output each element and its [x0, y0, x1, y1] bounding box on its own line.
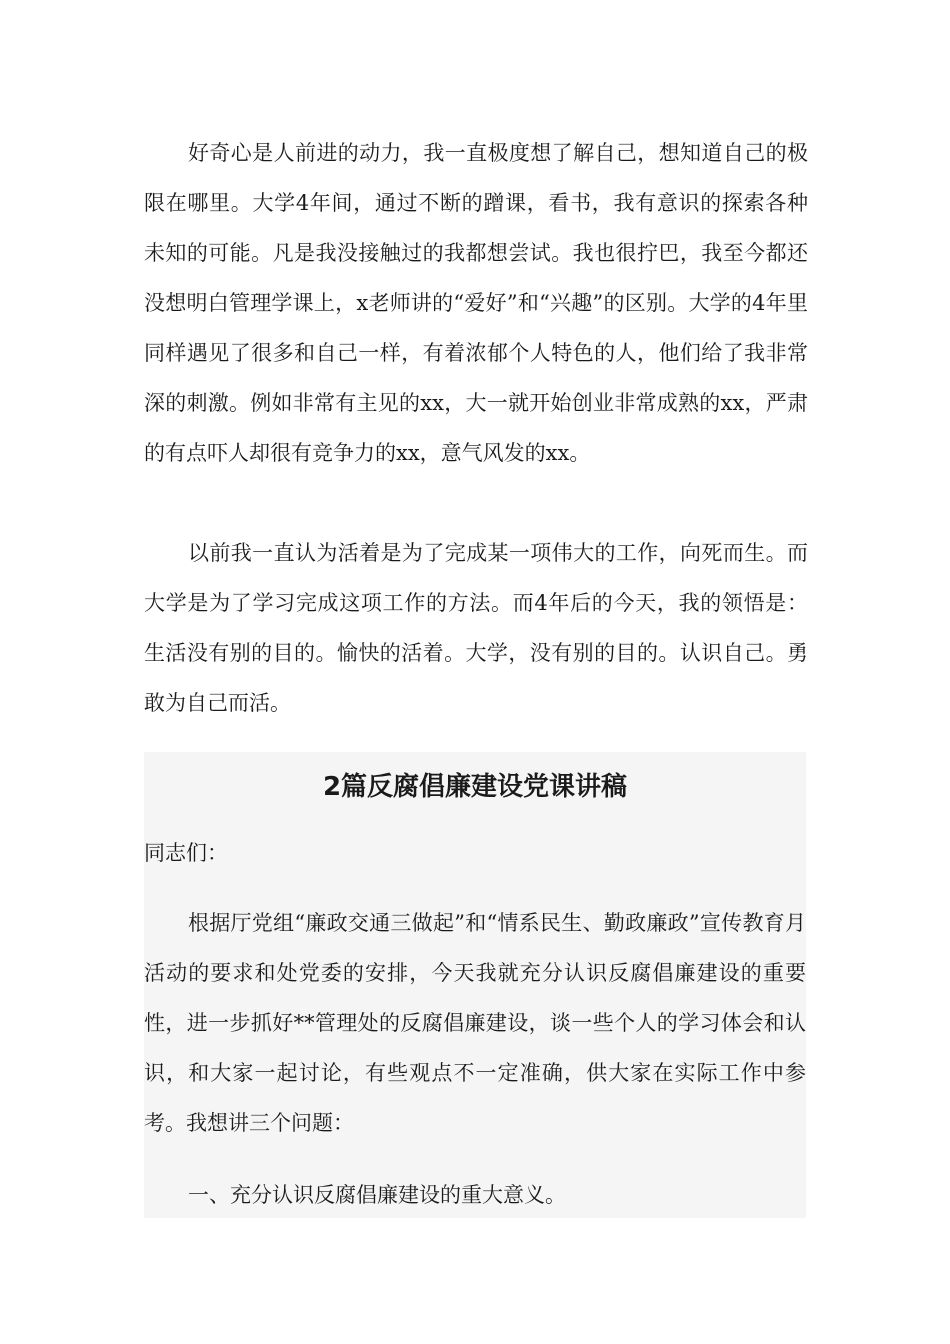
section-title: 2篇反腐倡廉建设党课讲稿 [322, 772, 628, 802]
speech-section [144, 752, 806, 1218]
paragraph-life-purpose: 以前我一直认为活着是为了完成某一项伟大的工作，向死而生。而大学是为了学习完成这项工作的方法。而4年后的今天，我的领悟是：生活没有别的目的。愉快的活着。大学，没有别的目的。认识自己。勇敢为自己而活。 [144, 541, 808, 715]
section-body-paragraph: 根据厅党组“廉政交通三做起”和“情系民生、勤政廉政”宣传教育月活动的要求和处党委的安排，今天我就充分认识反腐倡廉建设的重要性，进一步抓好**管理处的反腐倡廉建设，谈一些个人的学习体会和认识，和大家一起讨论，有些观点不一定准确，供大家在实际工作中参考。我想讲三个问题： [144, 911, 806, 1135]
section-heading-one: 一、充分认识反腐倡廉建设的重大意义。 [188, 1183, 566, 1207]
section-greeting: 同志们： [144, 841, 228, 865]
paragraph-curiosity: 好奇心是人前进的动力，我一直极度想了解自己，想知道自己的极限在哪里。大学4年间，通过不断的蹭课，看书，我有意识的探索各种未知的可能。凡是我没接触过的我都想尝试。我也很拧巴，我至今都还没想明白管理学课上，x老师讲的“爱好”和“兴趣”的区别。大学的4年里同样遇见了很多和自己一样，有着浓郁个人特色的人，他们给了我非常深的刺激。例如非常有主见的xx，大一就开始创业非常成熟的xx，严肃的有点吓人却很有竞争力的xx，意气风发的xx。 [144, 141, 808, 465]
